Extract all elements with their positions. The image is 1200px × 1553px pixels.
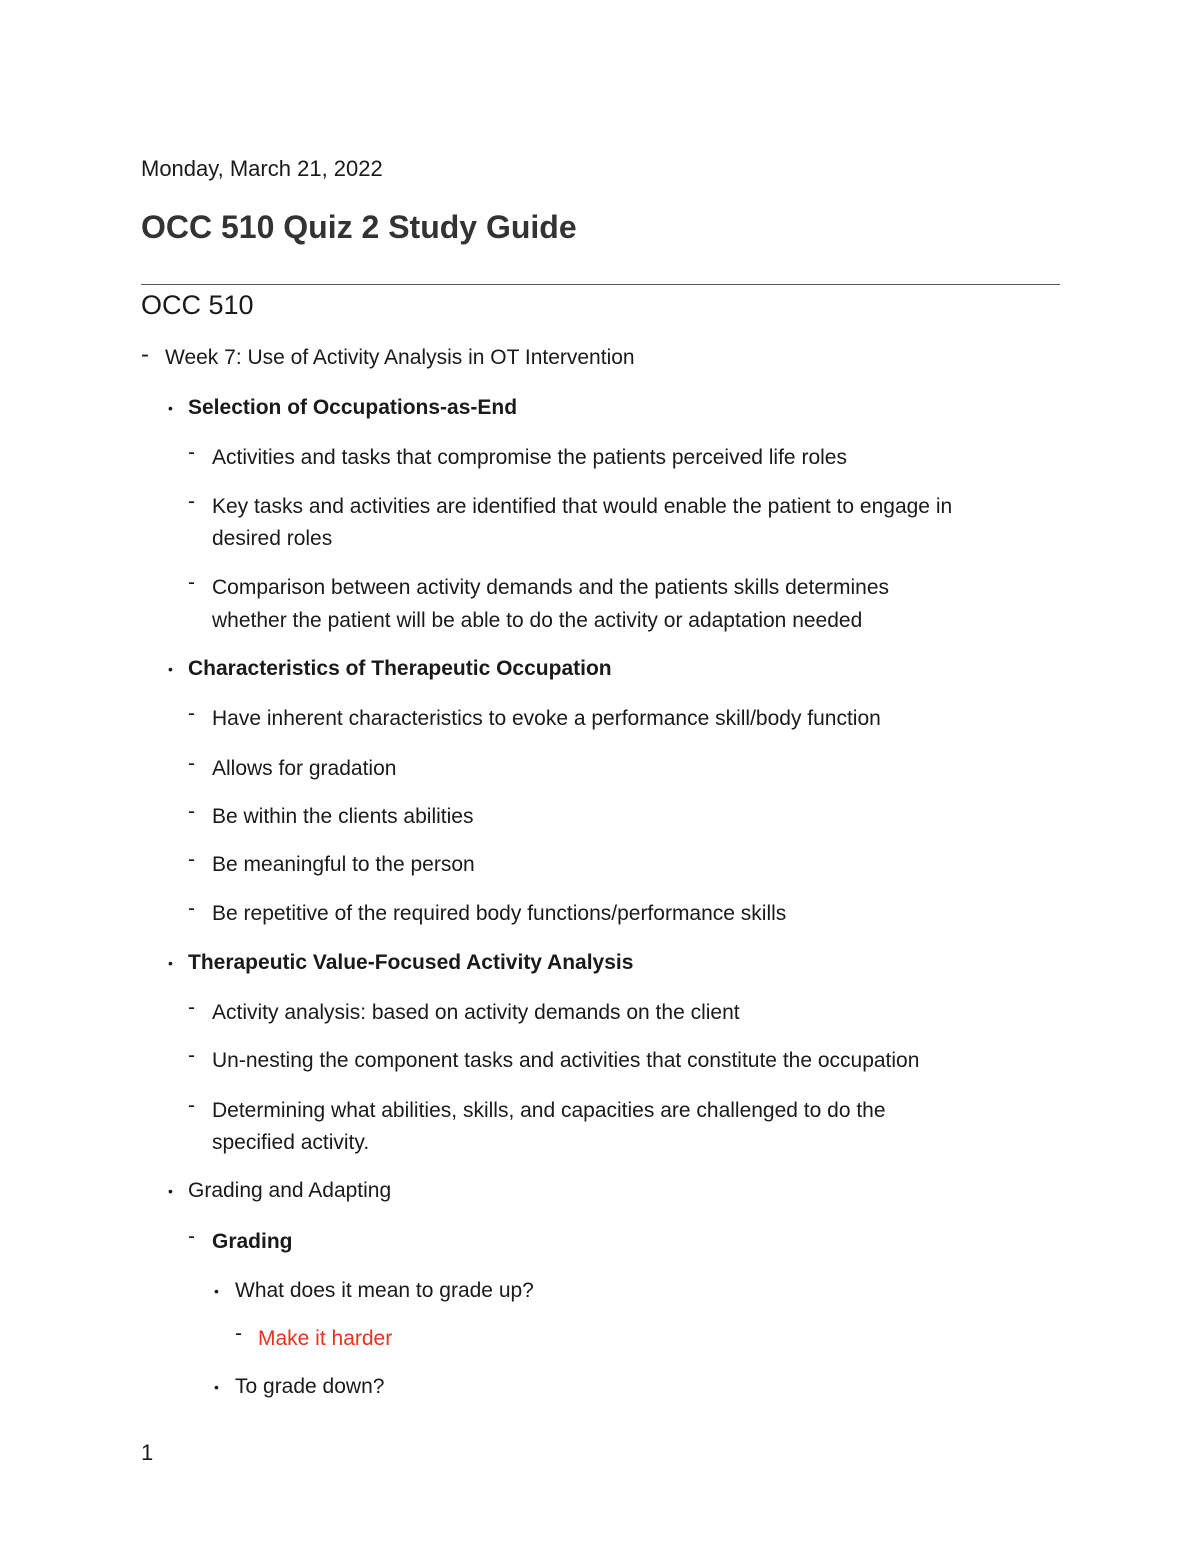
section-heading: OCC 510 (141, 290, 254, 320)
list-item: Have inherent characteristics to evoke a performance skill/body function (212, 707, 881, 730)
subsection-heading: Selection of Occupations-as-End (188, 396, 518, 419)
dash-marker: - (188, 441, 195, 464)
document-date: Monday, March 21, 2022 (141, 156, 383, 181)
list-item: Week 7: Use of Activity Analysis in OT Intervention (165, 346, 635, 369)
list-item-continuation: desired roles (212, 527, 333, 550)
dash-marker: - (141, 341, 149, 368)
dash-marker: - (188, 1044, 195, 1067)
dash-marker: - (188, 1094, 195, 1117)
dash-marker: - (188, 1225, 195, 1248)
document-title: OCC 510 Quiz 2 Study Guide (141, 209, 577, 245)
dash-marker: - (188, 848, 195, 871)
list-item: Be within the clients abilities (212, 805, 474, 828)
list-item: Grading (212, 1230, 293, 1253)
dash-marker: - (188, 702, 195, 725)
list-item: Determining what abilities, skills, and capacities are challenged to do the (212, 1099, 886, 1122)
dash-marker: - (188, 996, 195, 1019)
dash-marker: - (188, 897, 195, 920)
title-divider (141, 284, 1060, 285)
list-item-continuation: specified activity. (212, 1131, 370, 1154)
dash-marker: - (188, 752, 195, 775)
list-item: Un-nesting the component tasks and activities that constitute the occupation (212, 1049, 920, 1072)
dash-marker: - (188, 800, 195, 823)
bullet-marker: • (214, 1283, 219, 1299)
subsection-heading: Therapeutic Value-Focused Activity Analysis (188, 951, 634, 974)
dash-marker: - (188, 571, 195, 594)
bullet-marker: • (168, 955, 173, 971)
bullet-marker: • (168, 400, 173, 416)
subsection-heading: Grading and Adapting (188, 1179, 392, 1202)
dash-marker: - (188, 490, 195, 513)
list-item: Activities and tasks that compromise the patients perceived life roles (212, 446, 847, 469)
list-item-continuation: whether the patient will be able to do the activity or adaptation needed (212, 609, 863, 632)
list-item: Comparison between activity demands and the patients skills determines (212, 576, 890, 599)
list-item: Be repetitive of the required body functions/performance skills (212, 902, 787, 925)
bullet-marker: • (168, 661, 173, 677)
list-item: Key tasks and activities are identified that would enable the patient to engage in (212, 495, 953, 518)
list-item: Allows for gradation (212, 757, 397, 780)
list-item: To grade down? (235, 1375, 385, 1398)
page-number: 1 (141, 1440, 154, 1465)
dash-marker: - (235, 1322, 242, 1345)
list-item: What does it mean to grade up? (235, 1279, 534, 1302)
answer-text: Make it harder (258, 1327, 393, 1350)
bullet-marker: • (168, 1183, 173, 1199)
subsection-heading: Characteristics of Therapeutic Occupation (188, 657, 612, 680)
bullet-marker: • (214, 1379, 219, 1395)
list-item: Be meaningful to the person (212, 853, 475, 876)
list-item: Activity analysis: based on activity demands on the client (212, 1001, 740, 1024)
